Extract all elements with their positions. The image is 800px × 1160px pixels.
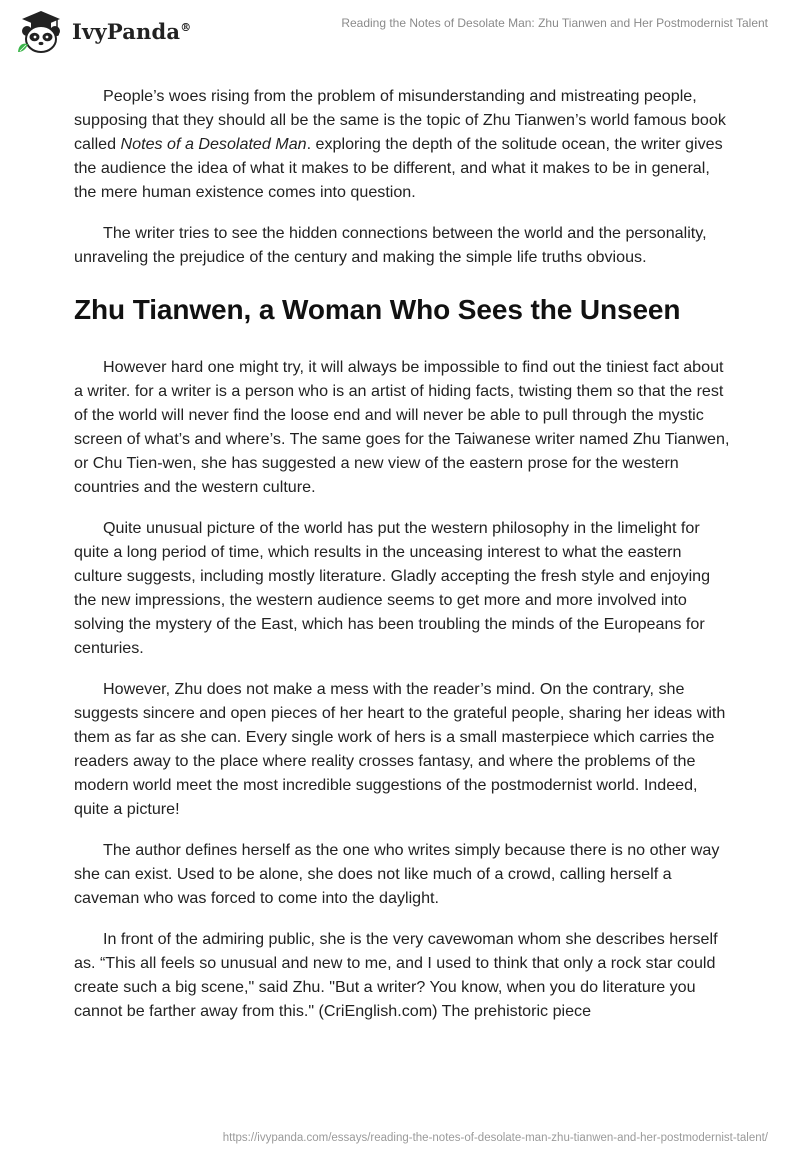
document-title: Reading the Notes of Desolate Man: Zhu Tianwen and Her Postmodernist Talent bbox=[341, 16, 768, 30]
paragraph-7: In front of the admiring public, she is the very cavewoman whom she describes herself as. “This all feels so unusual and new to me, and I used to think that only a rock star could create such a big scene," said Zhu. "But a writer? You know, when you do literature you cannot be farther away from this." (CriEnglish.com) The prehistoric piece bbox=[74, 930, 718, 1020]
paragraph-5: However, Zhu does not make a mess with the reader’s mind. On the contrary, she suggests sincere and open pieces of her heart to the grateful people, sharing her ideas with them as far as she can. Every single work of hers is a small masterpiece which carries the readers away to the place where reality crosses fantasy, and where the problems of the modern world meet the most incredible suggestions of the postmodernist world. Indeed, quite a picture! bbox=[74, 680, 726, 818]
paragraph-2: The writer tries to see the hidden connections between the world and the personality, unraveling the prejudice of the century and making the simple life truths obvious. bbox=[74, 224, 707, 266]
panda-graduate-icon bbox=[16, 8, 66, 54]
article-body bbox=[74, 84, 734, 1040]
logo-text: IvyPanda® bbox=[72, 18, 192, 44]
paragraph-3: However hard one might try, it will always be impossible to find out the tiniest fact about a writer. for a writer is a person who is an artist of hiding facts, twisting them so that the rest of the world will never find the loose end and will never be able to pull through the mystic screen of what’s and where’s. The same goes for the Taiwanese writer named Zhu Tianwen, or Chu Tien-wen, she has suggested a new view of the eastern prose for the western countries and the western culture. bbox=[74, 358, 730, 496]
paragraph-4: Quite unusual picture of the world has put the western philosophy in the limelight for quite a long period of time, which results in the unceasing interest to what the eastern culture suggests, including mostly literature. Gladly accepting the fresh style and enjoying the new impressions, the western audience seems to get more and more involved into solving the mystery of the East, which has been troubling the minds of the Europeans for centuries. bbox=[74, 519, 711, 657]
ivypanda-logo[interactable] bbox=[16, 8, 191, 54]
section-heading: Zhu Tianwen, a Woman Who Sees the Unseen bbox=[74, 294, 681, 325]
page-header bbox=[0, 0, 800, 60]
source-url-link[interactable]: https://ivypanda.com/essays/reading-the-notes-of-desolate-man-zhu-tianwen-and-her-postmodernist-talent/ bbox=[222, 1132, 768, 1144]
paragraph-1: People’s woes rising from the problem of misunderstanding and mistreating people, supposing that they should all be the same is the topic of Zhu Tianwen’s world famous book called Notes of a Desolated Man. exploring the depth of the solitude ocean, the writer gives the audience the idea of what it makes to be different, and what it makes to be in general, the mere human existence comes into question. bbox=[74, 87, 726, 201]
book-title: Notes of a Desolated Man bbox=[120, 135, 307, 153]
paragraph-6: The author defines herself as the one who writes simply because there is no other way she can exist. Used to be alone, she does not like much of a crowd, calling herself a caveman who was forced to come into the daylight. bbox=[74, 841, 720, 907]
